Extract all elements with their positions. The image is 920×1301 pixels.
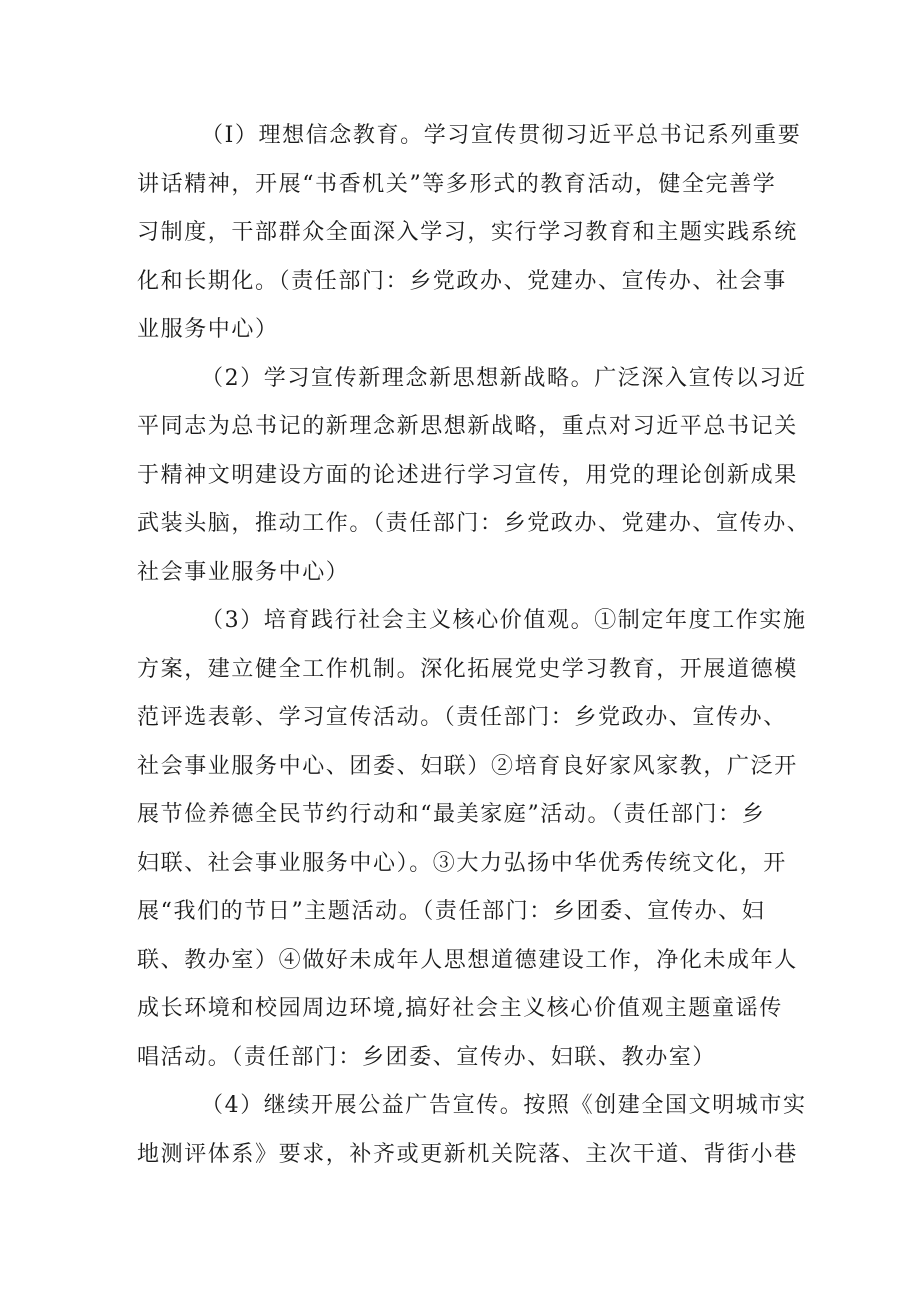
paragraph-line: 唱活动。（责任部门：乡团委、宣传办、妇联、教办室） <box>137 1044 717 1070</box>
paragraph-line: （I）理想信念教育。学习宣传贯彻习近平总书记系列重要 <box>201 123 802 148</box>
paragraph-line: 妇联、社会事业服务中心）。③大力弘扬中华优秀传统文化，开 <box>137 850 787 876</box>
paragraph-line: 范评选表彰、学习宣传活动。（责任部门：乡党政办、宣传办、 <box>137 705 787 730</box>
paragraph-line: （4）继续开展公益广告宣传。按照《创建全国文明城市实 <box>201 1093 807 1118</box>
paragraph-line: （2）学习宣传新理念新思想新战略。广泛深入宣传以习近 <box>201 365 807 391</box>
paragraph-line: 联、教办室）④做好未成年人思想道德建设工作，净化未成年人 <box>137 947 798 973</box>
paragraph-line: 方案，建立健全工作机制。深化拓展党史学习教育，开展道德模 <box>137 656 798 682</box>
paragraph-line: 于精神文明建设方面的论述进行学习宣传，用党的理论创新成果 <box>137 462 798 488</box>
paragraph-line: 社会事业服务中心、团委、妇联）②培育良好家风家教，广泛开 <box>137 753 798 779</box>
paragraph-4 <box>137 1082 807 1179</box>
paragraph-2 <box>137 355 811 598</box>
paragraph-line: 习制度，干部群众全面深入学习，实行学习教育和主题实践系统 <box>137 220 798 245</box>
paragraph-line: 成长环境和校园周边环境,搞好社会主义核心价值观主题童谣传 <box>137 996 783 1021</box>
paragraph-1 <box>137 112 802 355</box>
paragraph-line: （3）培育践行社会主义核心价值观。①制定年度工作实施 <box>201 608 807 633</box>
paragraph-line: 武装头脑，推动工作。（责任部门：乡党政办、党建办、宣传办、 <box>137 511 811 536</box>
paragraph-line: 展节俭养德全民节约行动和“最美家庭”活动。（责任部门：乡 <box>137 802 766 827</box>
paragraph-line: 展“我们的节日”主题活动。（责任部门：乡团委、宣传办、妇 <box>137 899 766 924</box>
paragraph-line: 平同志为总书记的新理念新思想新战略，重点对习近平总书记关 <box>137 414 798 439</box>
paragraph-line: 社会事业服务中心） <box>137 559 350 585</box>
document-body <box>137 112 811 1179</box>
paragraph-line: 化和长期化。（责任部门：乡党政办、党建办、宣传办、社会事 <box>137 268 787 294</box>
paragraph-line: 业服务中心） <box>137 317 279 342</box>
paragraph-line: 地测评体系》要求，补齐或更新机关院落、主次干道、背街小巷 <box>137 1141 798 1167</box>
paragraph-3 <box>137 597 807 1082</box>
paragraph-line: 讲话精神，开展“书香机关”等多形式的教育活动，健全完善学 <box>137 171 777 197</box>
